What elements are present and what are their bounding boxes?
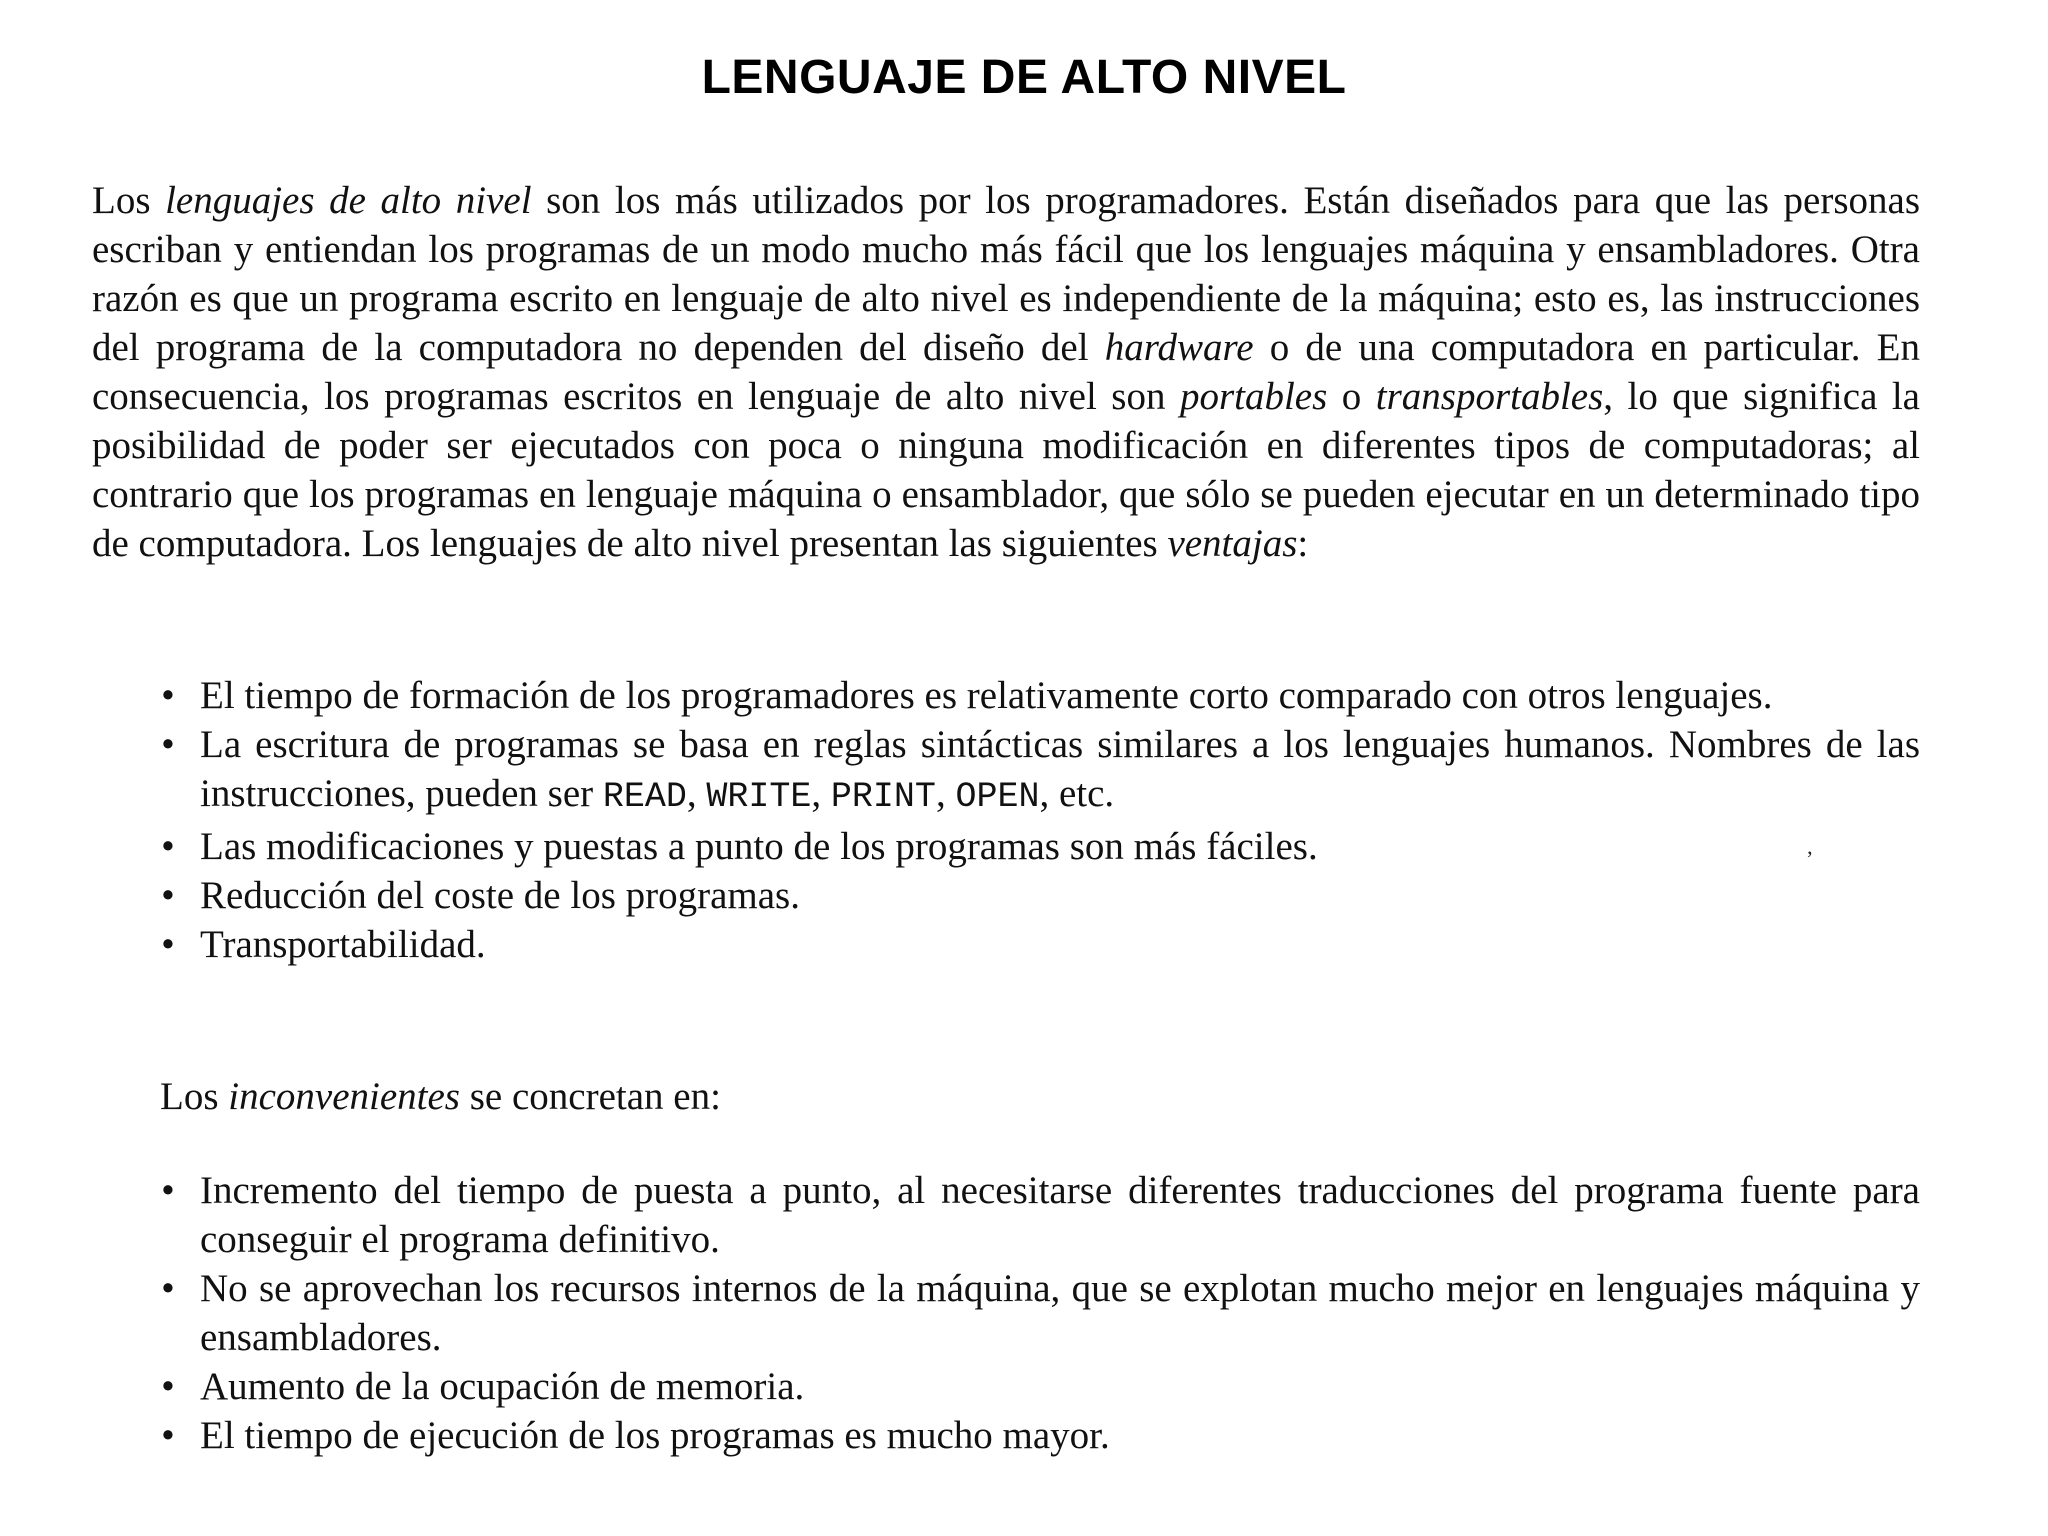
list-item-text: , etc.	[1039, 772, 1115, 815]
intro-emphasis: inconvenientes	[228, 1075, 460, 1118]
list-item	[154, 871, 1920, 920]
intro-text: o de una computadora en particular. En consecuencia, los programas escritos en lenguaje de alto nivel son	[92, 326, 1920, 418]
list-item-text: ,	[686, 772, 707, 815]
intro-emphasis: lenguajes de alto nivel	[165, 179, 532, 222]
list-item-text: Incremento del tiempo de puesta a punto, al necesitarse diferentes traducciones del programa fuente para conseguir el programa definitivo.	[200, 1169, 1920, 1261]
bullet-icon: •	[161, 1267, 175, 1310]
intro-emphasis: ventajas	[1167, 522, 1298, 565]
list-item-text: Las modificaciones y puestas a punto de los programas son más fáciles.	[200, 825, 1318, 868]
disadvantages-intro	[160, 1072, 1920, 1121]
advantages-list	[154, 671, 1920, 969]
list-item-text: No se aprovechan los recursos internos de la máquina, que se explotan mucho mejor en lenguajes máquina y ensambladores.	[200, 1267, 1920, 1359]
list-item	[154, 920, 1920, 969]
list-item	[154, 1411, 1920, 1460]
intro-emphasis: portables	[1179, 375, 1328, 418]
bullet-icon: •	[161, 723, 175, 766]
intro-text: , lo que significa la posibilidad de poder ser ejecutados con poca o ninguna modificación en diferentes tipos de computadoras; al contrario que los programas en lenguaje máquina o ensamblador, que sólo se pueden ejecutar en un determinado tipo de computadora. Los lenguajes de alto nivel presentan las siguientes	[92, 375, 1920, 565]
intro-text: son los más utilizados por los programadores. Están diseñados para que las personas escriban y entiendan los programas de un modo mucho más fácil que los lenguajes máquina y ensambladores. Otra razón es que un programa escrito en lenguaje de alto nivel es independiente de la máquina; esto es, las instrucciones del programa de la computadora no dependen del diseño del	[92, 179, 1920, 369]
list-item-text: La escritura de programas se basa en reglas sintácticas similares a los lenguajes humanos. Nombres de las instrucciones, pueden ser	[200, 723, 1920, 815]
code-keyword: WRITE	[706, 777, 812, 817]
code-keyword: PRINT	[830, 777, 936, 817]
list-item	[154, 1166, 1920, 1264]
bullet-icon: •	[161, 1365, 175, 1408]
page-title: LENGUAJE DE ALTO NIVEL	[701, 51, 1347, 104]
bullet-icon: •	[161, 825, 175, 868]
bullet-icon: •	[161, 1169, 175, 1212]
list-item-text: Transportabilidad.	[200, 923, 486, 966]
list-item-text: ,	[811, 772, 831, 815]
list-item-text: El tiempo de ejecución de los programas es mucho mayor.	[200, 1414, 1110, 1457]
intro-text: o	[1327, 375, 1376, 418]
list-item	[154, 671, 1920, 720]
intro-text: Los	[92, 179, 166, 222]
code-keyword: OPEN	[955, 777, 1040, 817]
list-item	[154, 822, 1920, 871]
intro-emphasis: transportables	[1375, 375, 1604, 418]
intro-text: :	[1297, 522, 1309, 565]
list-item	[154, 720, 1920, 822]
bullet-icon: •	[161, 1414, 175, 1457]
intro-emphasis: hardware	[1104, 326, 1254, 369]
scan-artifact: ’	[1806, 846, 1814, 871]
intro-text: Los	[160, 1075, 229, 1118]
code-keyword: READ	[602, 777, 687, 817]
disadvantages-list	[154, 1166, 1920, 1460]
list-item-text: Reducción del coste de los programas.	[200, 874, 800, 917]
bullet-icon: •	[161, 874, 175, 917]
bullet-icon: •	[161, 674, 175, 717]
list-item-text: Aumento de la ocupación de memoria.	[200, 1365, 805, 1408]
intro-text: se concretan en:	[459, 1075, 721, 1118]
intro-paragraph	[92, 176, 1920, 568]
list-item	[154, 1362, 1920, 1411]
list-item-text: ,	[935, 772, 956, 815]
list-item	[154, 1264, 1920, 1362]
list-item-text: El tiempo de formación de los programadores es relativamente corto comparado con otros lenguajes.	[200, 674, 1773, 717]
bullet-icon: •	[161, 923, 175, 966]
